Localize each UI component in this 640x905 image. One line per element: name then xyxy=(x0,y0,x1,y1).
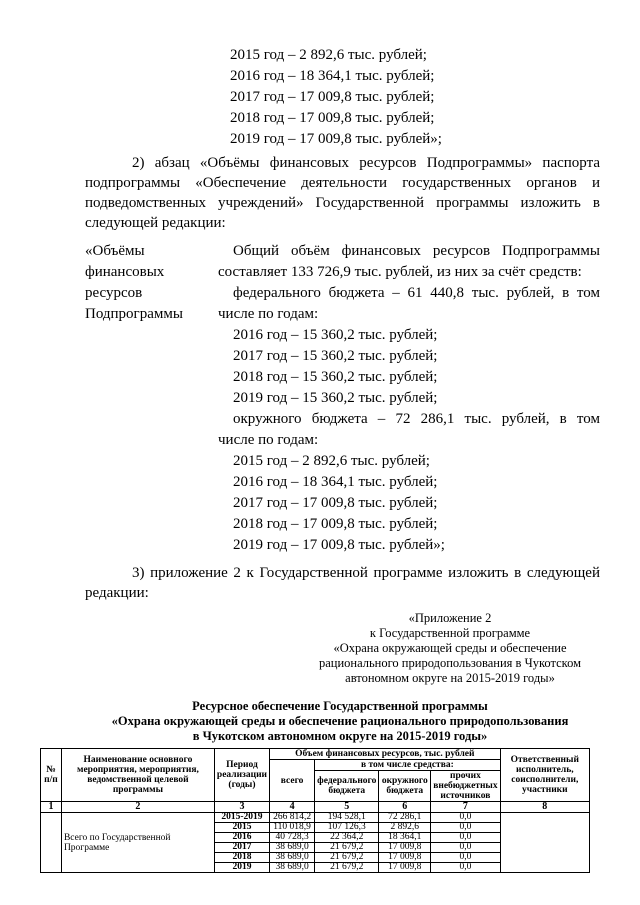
top-year-line: 2016 год – 18 364,1 тыс. рублей; xyxy=(230,68,435,84)
left-label-line: ресурсов xyxy=(85,285,143,301)
total-cell: 38 689,0 xyxy=(270,863,315,873)
header-period: Период реализации (годы) xyxy=(214,749,269,802)
col-number: 5 xyxy=(315,802,379,813)
header-name: Наименование основного мероприятия, мероприятия, ведомственной целевой программы xyxy=(61,749,214,802)
other-cell: 0,0 xyxy=(431,843,500,853)
header-num: № п/п xyxy=(41,749,62,802)
okr-year-line: 2018 год – 17 009,8 тыс. рублей; xyxy=(233,516,438,532)
okr-year-line: 2017 год – 17 009,8 тыс. рублей; xyxy=(233,495,438,511)
appendix-line: «Приложение 2 xyxy=(408,611,492,625)
top-year-line: 2017 год – 17 009,8 тыс. рублей; xyxy=(230,89,435,105)
okr-year-line: 2019 год – 17 009,8 тыс. рублей»; xyxy=(233,537,445,553)
table-title: Ресурсное обеспечение Государственной программы xyxy=(192,699,488,713)
row-num-cell xyxy=(41,813,62,873)
col-number: 7 xyxy=(431,802,500,813)
para2-line-1: 2) абзац «Объёмы финансовых ресурсов Подпрограммы» паспорта xyxy=(132,155,600,171)
header-incl: в том числе средства: xyxy=(315,760,500,771)
col-number: 8 xyxy=(500,802,589,813)
table-title: в Чукотском автономном округе на 2015-2019 годы» xyxy=(192,729,488,743)
other-cell: 0,0 xyxy=(431,813,500,823)
okr-cell: 17 009,8 xyxy=(379,853,431,863)
table-title: «Охрана окружающей среды и обеспечение рационального природопользования xyxy=(111,714,569,728)
total-cell: 38 689,0 xyxy=(270,843,315,853)
header-other: прочих внебюджетных источников xyxy=(431,771,500,802)
okr-year-line: 2016 год – 18 364,1 тыс. рублей; xyxy=(233,474,438,490)
table-row xyxy=(41,813,590,823)
para3-line-2: редакции: xyxy=(85,585,149,601)
total-label: Всего по Государственной Программе xyxy=(61,813,214,873)
fed-year-line: 2019 год – 15 360,2 тыс. рублей; xyxy=(233,390,438,406)
col-number: 1 xyxy=(41,802,62,813)
period-cell: 2018 xyxy=(214,853,269,863)
appendix-line: рационального природопользования в Чукотском xyxy=(318,656,582,670)
header-okr: окружного бюджета xyxy=(379,771,431,802)
period-cell: 2017 xyxy=(214,843,269,853)
left-label-line: финансовых xyxy=(85,264,165,280)
right-line-4: числе по годам: xyxy=(218,306,319,322)
para2-line-4: следующей редакции: xyxy=(85,215,226,231)
fed-year-line: 2016 год – 15 360,2 тыс. рублей; xyxy=(233,327,438,343)
other-cell: 0,0 xyxy=(431,853,500,863)
resource-table xyxy=(40,748,590,873)
top-year-line: 2018 год – 17 009,8 тыс. рублей; xyxy=(230,110,435,126)
other-cell: 0,0 xyxy=(431,823,500,833)
header-fed: федерального бюджета xyxy=(315,771,379,802)
fed-cell: 21 679,2 xyxy=(315,843,379,853)
total-cell: 38 689,0 xyxy=(270,853,315,863)
okr-cell: 72 286,1 xyxy=(379,813,431,823)
okr-cell: 2 892,6 xyxy=(379,823,431,833)
fed-cell: 194 528,1 xyxy=(315,813,379,823)
col-number: 2 xyxy=(61,802,214,813)
appendix-line: к Государственной программе xyxy=(369,626,531,640)
col-number: 6 xyxy=(379,802,431,813)
period-cell: 2015 xyxy=(214,823,269,833)
fed-year-line: 2017 год – 15 360,2 тыс. рублей; xyxy=(233,348,438,364)
col-number: 4 xyxy=(270,802,315,813)
col-number: 3 xyxy=(214,802,269,813)
total-cell: 40 728,3 xyxy=(270,833,315,843)
left-label-line: Подпрограммы xyxy=(85,306,183,322)
fed-cell: 107 126,3 xyxy=(315,823,379,833)
period-cell: 2019 xyxy=(214,863,269,873)
other-cell: 0,0 xyxy=(431,863,500,873)
period-cell: 2016 xyxy=(214,833,269,843)
para2-line-3: подведомственных учреждений» Государственной программы изложить в xyxy=(85,195,600,211)
top-year-line: 2015 год – 2 892,6 тыс. рублей; xyxy=(230,47,427,63)
appendix-line: «Охрана окружающей среды и обеспечение xyxy=(333,641,567,655)
other-cell: 0,0 xyxy=(431,833,500,843)
okr-cell: 18 364,1 xyxy=(379,833,431,843)
right-line-6: числе по годам: xyxy=(218,432,319,448)
right-line-2: составляет 133 726,9 тыс. рублей, из них за счёт средств: xyxy=(218,264,582,280)
okr-year-line: 2015 год – 2 892,6 тыс. рублей; xyxy=(233,453,430,469)
period-cell: 2015-2019 xyxy=(214,813,269,823)
left-label-line: «Объёмы xyxy=(85,243,145,259)
total-cell: 266 814,2 xyxy=(270,813,315,823)
right-line-5: окружного бюджета – 72 286,1 тыс. рублей, в том xyxy=(233,411,600,427)
okr-cell: 17 009,8 xyxy=(379,863,431,873)
right-line-3: федерального бюджета – 61 440,8 тыс. рублей, в том xyxy=(233,285,600,301)
fed-cell: 22 364,2 xyxy=(315,833,379,843)
fed-year-line: 2018 год – 15 360,2 тыс. рублей; xyxy=(233,369,438,385)
responsible-cell xyxy=(500,813,589,873)
para3-line-1: 3) приложение 2 к Государственной программе изложить в следующей xyxy=(132,565,600,581)
appendix-line: автономном округе на 2015-2019 годы» xyxy=(345,671,555,685)
header-total: всего xyxy=(270,760,315,802)
fed-cell: 21 679,2 xyxy=(315,863,379,873)
header-responsible: Ответственный исполнитель, соисполнители, участники xyxy=(500,749,589,802)
right-line-1: Общий объём финансовых ресурсов Подпрограммы xyxy=(233,243,600,259)
header-volume: Объем финансовых ресурсов, тыс. рублей xyxy=(270,749,501,760)
fed-cell: 21 679,2 xyxy=(315,853,379,863)
total-cell: 110 018,9 xyxy=(270,823,315,833)
okr-cell: 17 009,8 xyxy=(379,843,431,853)
top-year-line: 2019 год – 17 009,8 тыс. рублей»; xyxy=(230,131,442,147)
para2-line-2: подпрограммы «Обеспечение деятельности государственных органов и xyxy=(85,175,600,191)
